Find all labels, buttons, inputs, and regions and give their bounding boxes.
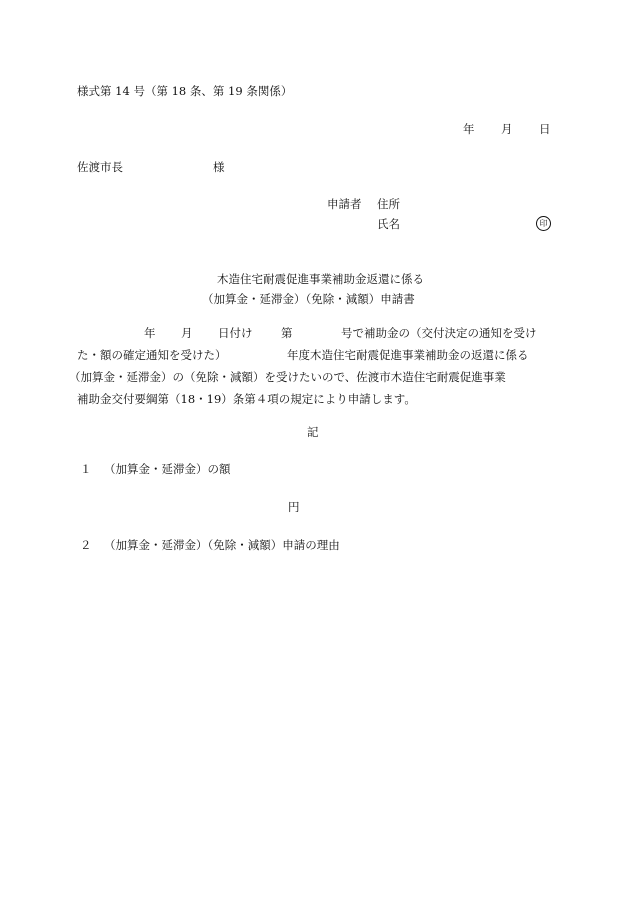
body-line-2 [77, 344, 553, 366]
body-line-1-rest: 号で補助金の（交付決定の通知を受け [341, 326, 537, 340]
item-1-number: １ [80, 462, 92, 476]
date-day: 日 [539, 122, 551, 136]
item-2-number: ２ [80, 538, 92, 552]
item-1-text: （加算金・延滞金）の額 [104, 462, 231, 476]
amount-unit: 円 [288, 500, 300, 514]
seal-mark: 印 [536, 216, 551, 231]
body-line-1 [77, 322, 553, 344]
addressee-name: 佐渡市長 [77, 160, 123, 174]
body-paragraph [69, 322, 553, 410]
title-line-2: （加算金・延滞金）（免除・減額）申請書 [202, 292, 415, 306]
form-number: 様式第 14 号（第 18 条、第 19 条関係） [77, 84, 293, 98]
body-line-4: 補助金交付要綱第（18・19）条第４項の規定により申請します。 [77, 392, 416, 406]
applicant-label: 申請者 [327, 197, 362, 211]
body-month: 月 [181, 326, 193, 340]
ki-heading: 記 [307, 425, 319, 439]
address-label: 住所 [377, 197, 400, 211]
item-2-text: （加算金・延滞金）（免除・減額）申請の理由 [104, 538, 340, 552]
title-line-1: 木造住宅耐震促進事業補助金返還に係る [217, 272, 424, 286]
date-month: 月 [501, 122, 513, 136]
body-year: 年 [144, 326, 156, 340]
name-label: 氏名 [377, 217, 400, 231]
addressee-honorific: 様 [213, 160, 225, 174]
body-no: 第 [281, 326, 293, 340]
body-line-3: （加算金・延滞金）の（免除・減額）を受けたいので、佐渡市木造住宅耐震促進事業 [69, 370, 506, 384]
body-dated: 日付け [218, 326, 253, 340]
body-line-2-b: 年度木造住宅耐震促進事業補助金の返還に係る [287, 348, 529, 362]
date-year: 年 [463, 122, 475, 136]
body-line-2-a: た・額の確定通知を受けた） [77, 348, 227, 362]
